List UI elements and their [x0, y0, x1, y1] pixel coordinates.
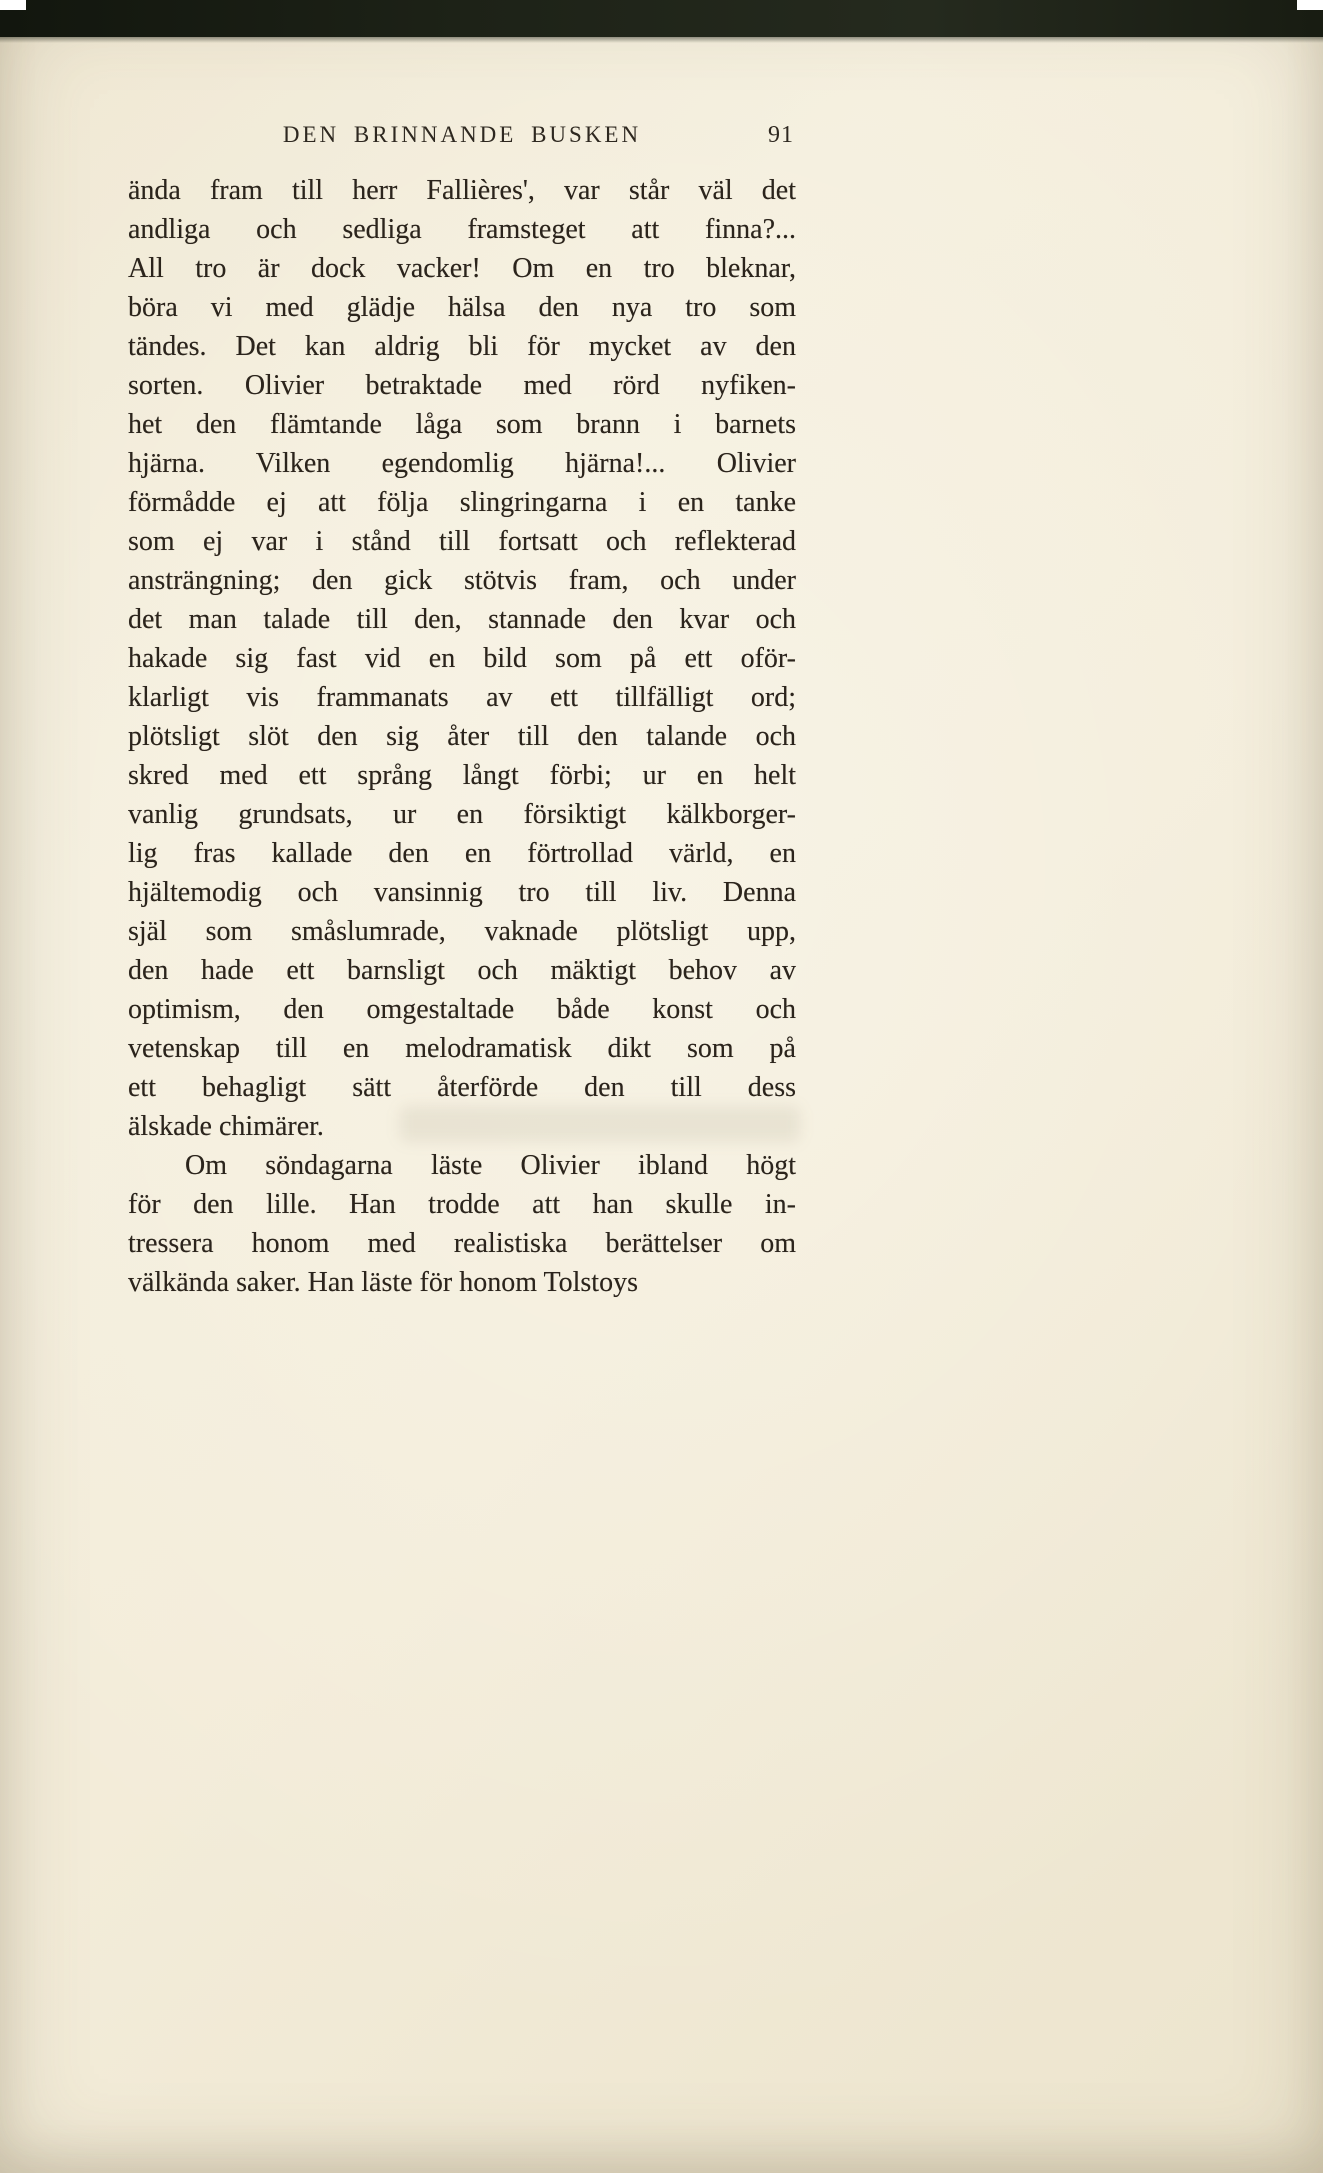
scan-edge-band [0, 0, 1323, 37]
text-line: hjältemodig och vansinnig tro till liv. Denna [128, 877, 796, 908]
text-line: lig fras kallade den en förtrollad värld, en [128, 838, 796, 869]
scan-corner-left [0, 0, 26, 10]
scan-corner-right [1297, 0, 1323, 10]
text-line: vanlig grundsats, ur en försiktigt kälkborger- [128, 799, 796, 830]
text-line: ända fram till herr Fallières', var står väl det [128, 175, 796, 206]
text-line: skred med ett språng långt förbi; ur en helt [128, 760, 796, 791]
text-line: vetenskap till en melodramatisk dikt som på [128, 1033, 796, 1064]
text-line: Om söndagarna läste Olivier ibland högt [185, 1150, 796, 1181]
running-head [128, 122, 796, 154]
text-line: själ som småslumrade, vaknade plötsligt upp, [128, 916, 796, 947]
text-line: optimism, den omgestaltade både konst och [128, 994, 796, 1025]
text-line: klarligt vis frammanats av ett tillfälligt ord; [128, 682, 796, 713]
page-number: 91 [768, 122, 794, 148]
text-line: het den flämtande låga som brann i barnets [128, 409, 796, 440]
text-line: plötsligt slöt den sig åter till den talande och [128, 721, 796, 752]
text-line: välkända saker. Han läste för honom Tolstoys [128, 1267, 638, 1298]
text-line: hjärna. Vilken egendomlig hjärna!... Olivier [128, 448, 796, 479]
text-line: sorten. Olivier betraktade med rörd nyfiken- [128, 370, 796, 401]
text-line: det man talade till den, stannade den kvar och [128, 604, 796, 635]
text-line: älskade chimärer. [128, 1111, 324, 1142]
text-line: som ej var i stånd till fortsatt och reflekterad [128, 526, 796, 557]
text-line: ansträngning; den gick stötvis fram, och under [128, 565, 796, 596]
text-line: förmådde ej att följa slingringarna i en tanke [128, 487, 796, 518]
text-line: ett behagligt sätt återförde den till dess [128, 1072, 796, 1103]
text-line: för den lille. Han trodde att han skulle in- [128, 1189, 796, 1220]
text-line: böra vi med glädje hälsa den nya tro som [128, 292, 796, 323]
text-line: den hade ett barnsligt och mäktigt behov av [128, 955, 796, 986]
running-head-title: DEN BRINNANDE BUSKEN [282, 122, 642, 147]
text-line: tändes. Det kan aldrig bli för mycket av den [128, 331, 796, 362]
text-line: tressera honom med realistiska berättelser om [128, 1228, 796, 1259]
text-line: andliga och sedliga framsteget att finna?... [128, 214, 796, 245]
show-through-smudge [400, 1106, 800, 1142]
text-line: hakade sig fast vid en bild som på ett oför- [128, 643, 796, 674]
text-line: All tro är dock vacker! Om en tro bleknar, [128, 253, 796, 284]
